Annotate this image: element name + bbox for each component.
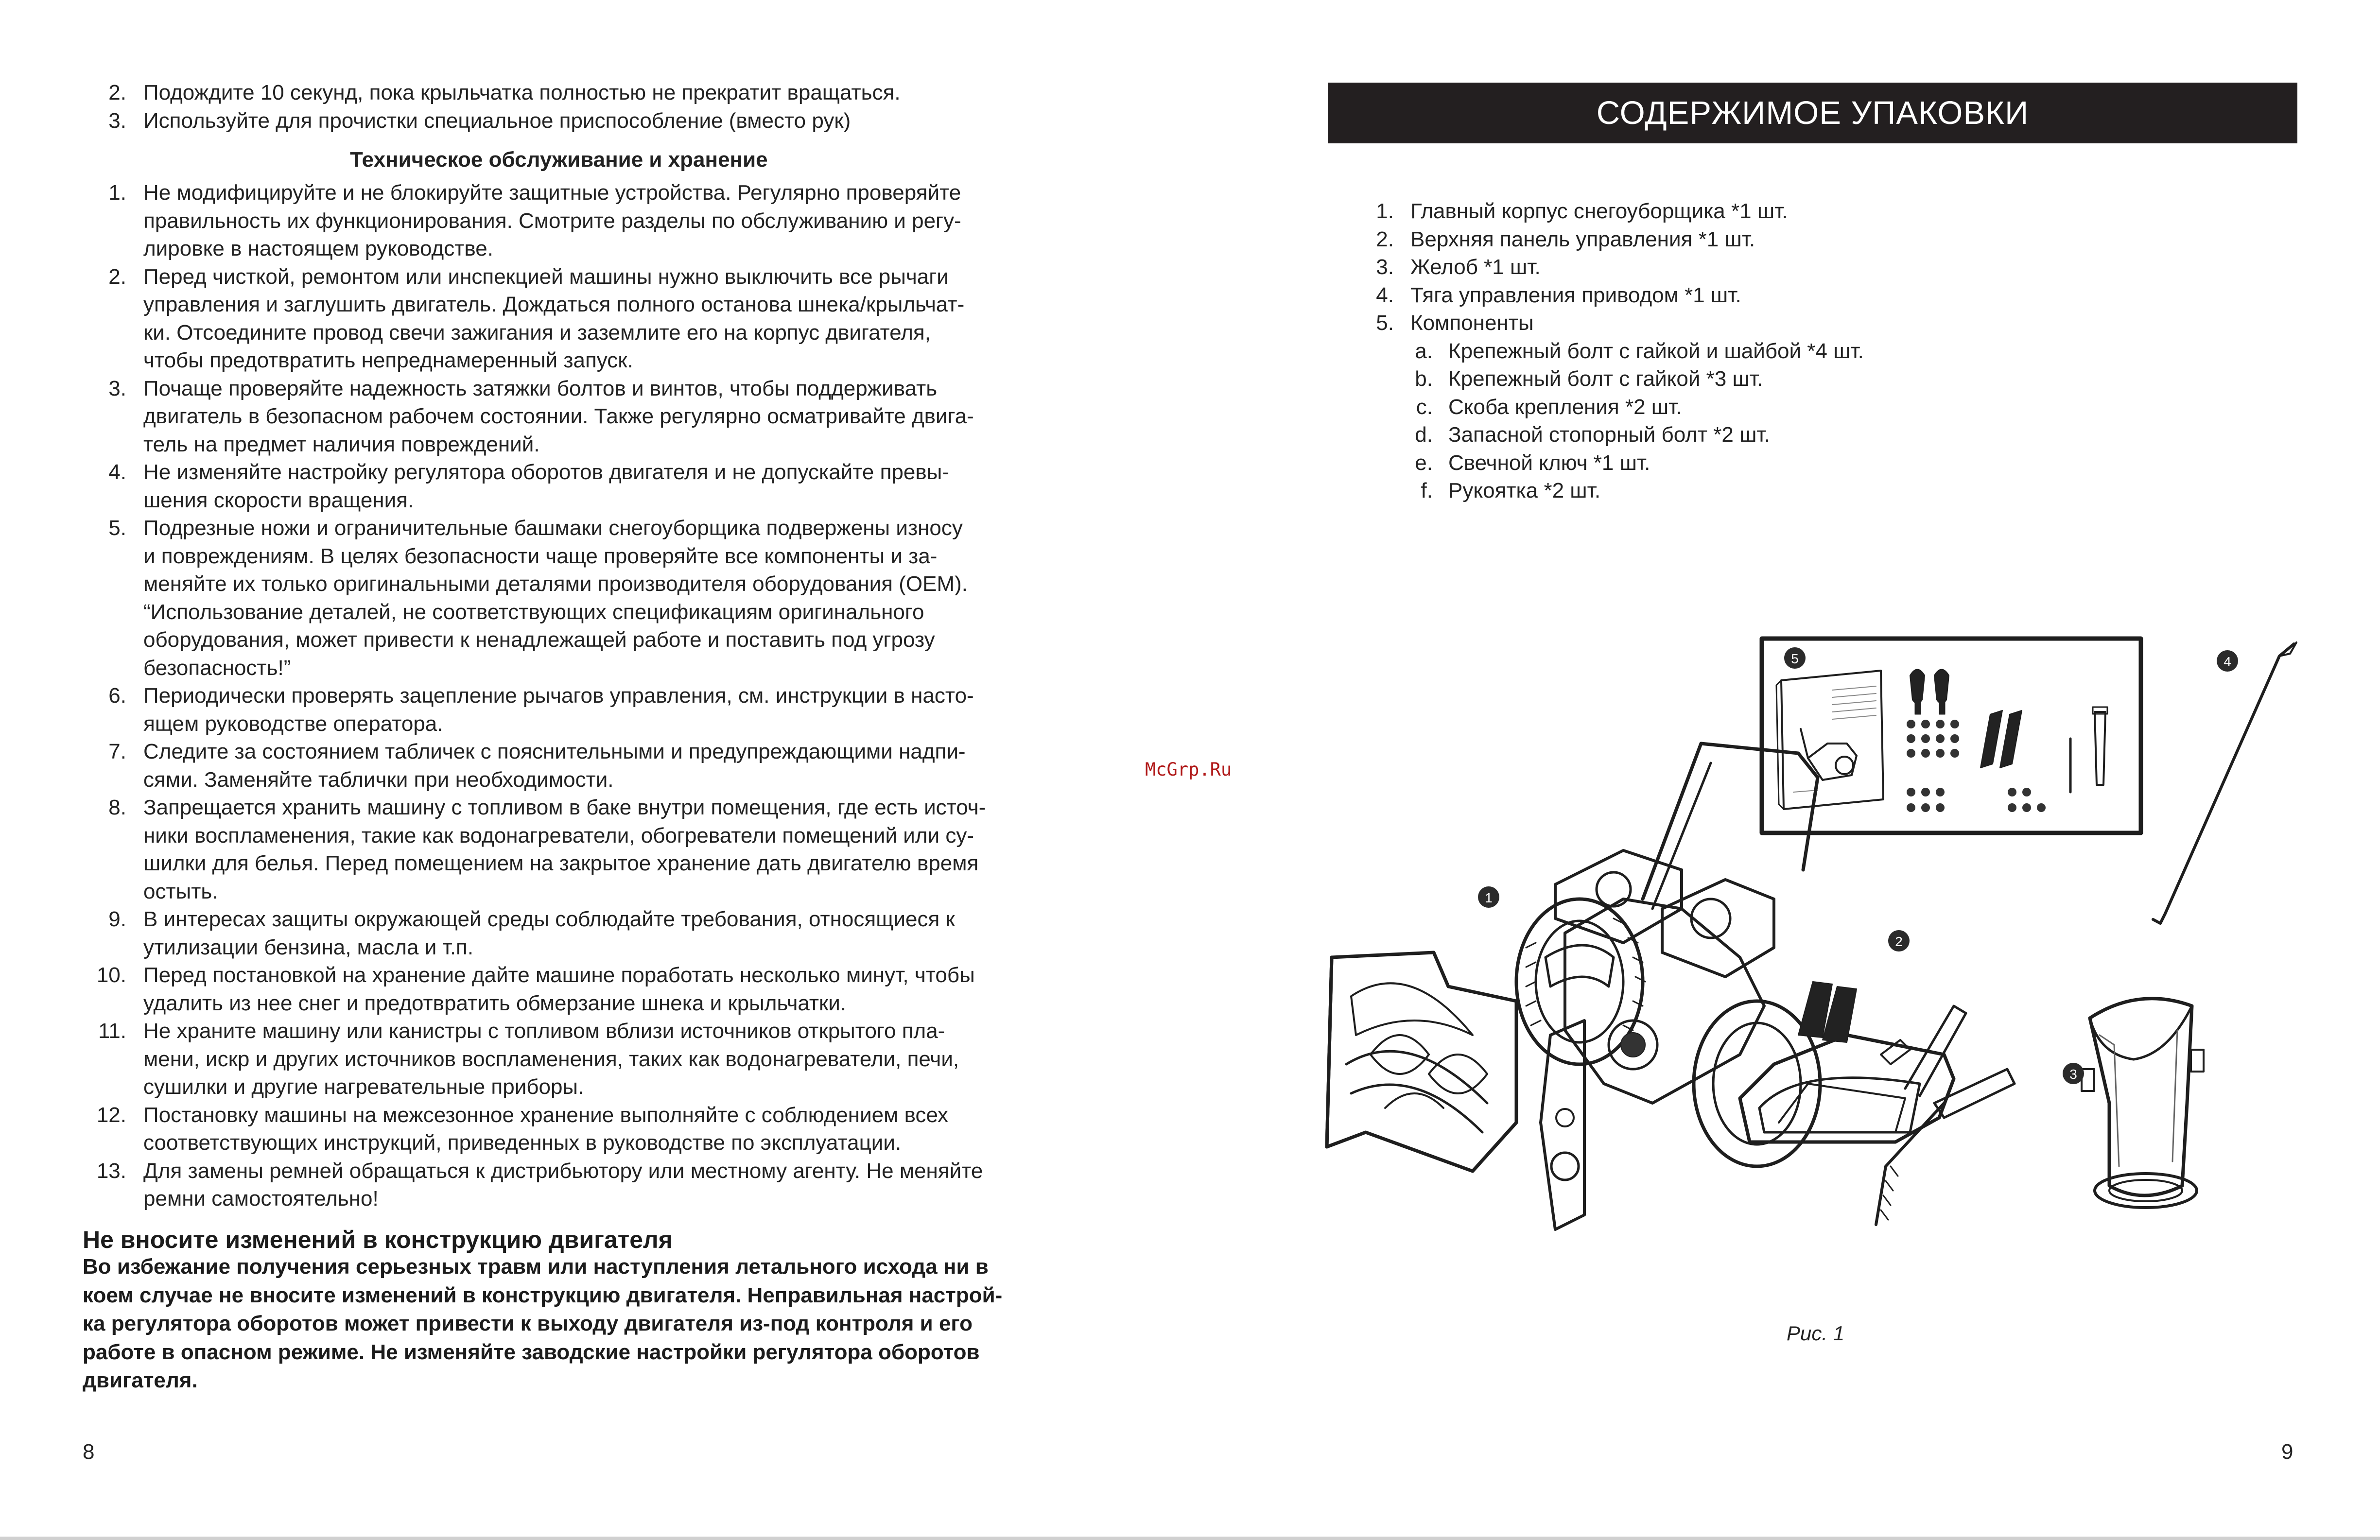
list-item-text: Периодически проверять зацепление рычагов управления, см. инструкции в насто- [143,684,974,708]
package-item-text: Компоненты [1410,311,1534,335]
component-item-letter: e. [1415,450,1433,475]
svg-text:3: 3 [2069,1067,2077,1082]
component-item-letter: b. [1415,367,1433,391]
list-item-text: мени, искр и других источников воспламенения, таких как водонагреватели, печи, [143,1047,959,1071]
svg-text:5: 5 [1791,651,1799,666]
list-item-text: сушилки и другие нагревательные приборы. [143,1075,584,1099]
list-item-text: остыть. [143,879,218,903]
package-item-number: 2. [1376,227,1394,251]
list-item-text: Постановку машины на межсезонное хранение выполняйте с соблюдением всех [143,1103,948,1127]
list-item-text: управления и заглушить двигатель. Дождаться полного останова шнека/крыльчат- [143,293,965,316]
list-item-number: 10. [96,963,126,987]
list-item-text: Перед чисткой, ремонтом или инспекцией машины нужно выключить все рычаги [143,264,949,289]
list-item-text: Не изменяйте настройку регулятора оборотов двигателя и не допускайте превы- [143,460,949,484]
list-item-text: безопасность!” [143,656,291,680]
list-item-number: 2. [108,264,126,289]
list-item-number: 9. [108,907,126,931]
component-item-letter: a. [1415,339,1433,363]
component-item-text: Рукоятка *2 шт. [1448,479,1601,502]
list-item-text: Запрещается хранить машину с топливом в баке внутри помещения, где есть источ- [143,796,986,819]
list-item-number: 11. [98,1019,126,1043]
list-item-text: меняйте их только оригинальными деталями производителя оборудования (OEM). [143,572,968,596]
page-number-left: 8 [83,1440,95,1464]
warning-line: двигателя. [83,1368,198,1392]
list-item-text: Используйте для прочистки специальное приспособление (вместо рук) [143,108,851,133]
list-item-number: 12. [96,1103,126,1127]
component-item-text: Крепежный болт с гайкой и шайбой *4 шт. [1448,339,1864,363]
component-item-text: Крепежный болт с гайкой *3 шт. [1448,367,1763,391]
list-item-number: 3. [108,376,126,400]
package-item-number: 1. [1376,199,1394,223]
list-item-text: утилизации бензина, масла и т.п. [143,935,474,959]
list-item-text: правильность их функционирования. Смотрите разделы по обслуживанию и регу- [143,208,961,233]
bottom-rule [0,1537,2380,1540]
package-item-number: 3. [1376,255,1394,279]
list-item-text: Почаще проверяйте надежность затяжки болтов и винтов, чтобы поддерживать [143,376,938,400]
list-item-number: 5. [108,516,126,540]
list-item-text: удалить из нее снег и предотвратить обмерзание шнека и крыльчатки. [143,991,847,1015]
package-item-number: 4. [1376,283,1394,307]
list-item-number: 1. [108,181,126,205]
svg-text:4: 4 [2224,654,2231,669]
control-panel-illustration [1740,982,2015,1225]
list-item-number: 13. [96,1159,126,1183]
snowblower-body-illustration [1327,744,1820,1229]
list-item-number: 8. [108,796,126,819]
list-item-text: двигатель в безопасном рабочем состоянии. Также регулярно осматривайте двига- [143,404,974,428]
list-item-text: “Использование деталей, не соответствующих спецификациям оригинального [143,600,924,624]
list-item-text: лировке в настоящем руководстве. [143,237,493,260]
package-item-text: Тяга управления приводом *1 шт. [1410,283,1741,307]
package-item-text: Желоб *1 шт. [1410,255,1541,279]
warning-line: Во избежание получения серьезных травм или наступления летального исхода ни в [83,1255,989,1279]
list-item-number: 7. [108,740,126,763]
list-item-text: Подождите 10 секунд, пока крыльчатка полностью не прекратит вращаться. [143,81,901,104]
warning-line: коем случае не вносите изменений в конструкцию двигателя. Неправильная настрой- [83,1283,1003,1307]
component-item-text: Скоба крепления *2 шт. [1448,395,1682,419]
list-item-text: шилки для белья. Перед помещением на закрытое хранение дать двигателю время [143,851,979,875]
maintenance-subtitle: Техническое обслуживание и хранение [350,148,768,172]
package-item-number: 5. [1376,311,1394,335]
list-item-number: 2. [108,81,126,104]
list-item-text: и повреждениям. В целях безопасности чаще проверяйте все компоненты и за- [143,544,938,568]
watermark: McGrp.Ru [1145,759,1232,780]
package-item-text: Верхняя панель управления *1 шт. [1410,227,1755,251]
components-box-illustration [1762,639,2141,833]
section-title: СОДЕРЖИМОЕ УПАКОВКИ [1596,95,2029,131]
list-item-text: Перед постановкой на хранение дайте машине поработать несколько минут, чтобы [143,963,975,987]
list-item-number: 4. [108,460,126,484]
list-item-text: Подрезные ножи и ограничительные башмаки снегоуборщика подвержены износу [143,516,963,540]
component-item-text: Запасной стопорный болт *2 шт. [1448,423,1770,447]
svg-text:2: 2 [1895,934,1903,949]
list-item-text: шения скорости вращения. [143,488,414,512]
component-item-text: Свечной ключ *1 шт. [1448,450,1650,475]
list-item-text: оборудования, может привести к ненадлежащей работе и поставить под угрозу [143,628,935,652]
callout-4 [2217,650,2238,672]
left-page [0,0,1118,1540]
callout-5 [1784,647,1806,669]
section-title-bar [1328,83,2297,143]
list-item-text: ники воспламенения, такие как водонагреватели, обогреватели помещений или су- [143,823,974,848]
list-item-text: ящем руководстве оператора. [143,711,443,736]
component-item-letter: f. [1421,479,1433,502]
list-item-text: Не модифицируйте и не блокируйте защитные устройства. Регулярно проверяйте [143,181,961,205]
package-item-text: Главный корпус снегоуборщика *1 шт. [1410,199,1788,223]
list-item-text: ремни самостоятельно! [143,1187,379,1211]
list-item-text: Не храните машину или канистры с топливом вблизи источников открытого пла- [143,1019,945,1043]
component-item-letter: c. [1416,395,1433,419]
drive-rod-illustration [2153,642,2296,923]
engine-heading: Не вносите изменений в конструкцию двигателя [83,1226,673,1253]
list-item-text: чтобы предотвратить непреднамеренный запуск. [143,348,633,372]
list-item-text: соответствующих инструкций, приведенных в руководстве по эксплуатации. [143,1131,902,1155]
component-item-letter: d. [1415,423,1433,447]
figure-caption: Рис. 1 [1787,1322,1845,1345]
list-item-number: 3. [108,108,126,133]
package-contents-figure [1312,617,2309,1283]
chute-illustration [2082,999,2204,1208]
warning-line: ка регулятора оборотов может привести к выходу двигателя из-под контроля и его [83,1312,973,1335]
list-item-number: 6. [108,684,126,708]
warning-line: работе в опасном режиме. Не изменяйте заводские настройки регулятора оборотов [83,1340,980,1364]
list-item-text: Для замены ремней обращаться к дистрибьютору или местному агенту. Не меняйте [143,1159,983,1183]
list-item-text: тель на предмет наличия повреждений. [143,432,540,456]
callout-2 [1888,930,1910,952]
list-item-text: сями. Заменяйте таблички при необходимости. [143,767,614,792]
callout-3 [2063,1063,2084,1084]
callout-1 [1478,886,1499,908]
list-item-text: ки. Отсоедините провод свечи зажигания и заземлите его на корпус двигателя, [143,320,931,345]
page-number-right: 9 [2281,1440,2293,1464]
list-item-text: В интересах защиты окружающей среды соблюдайте требования, относящиеся к [143,907,955,931]
svg-text:1: 1 [1485,890,1493,905]
list-item-text: Следите за состоянием табличек с пояснительными и предупреждающими надпи- [143,740,966,763]
